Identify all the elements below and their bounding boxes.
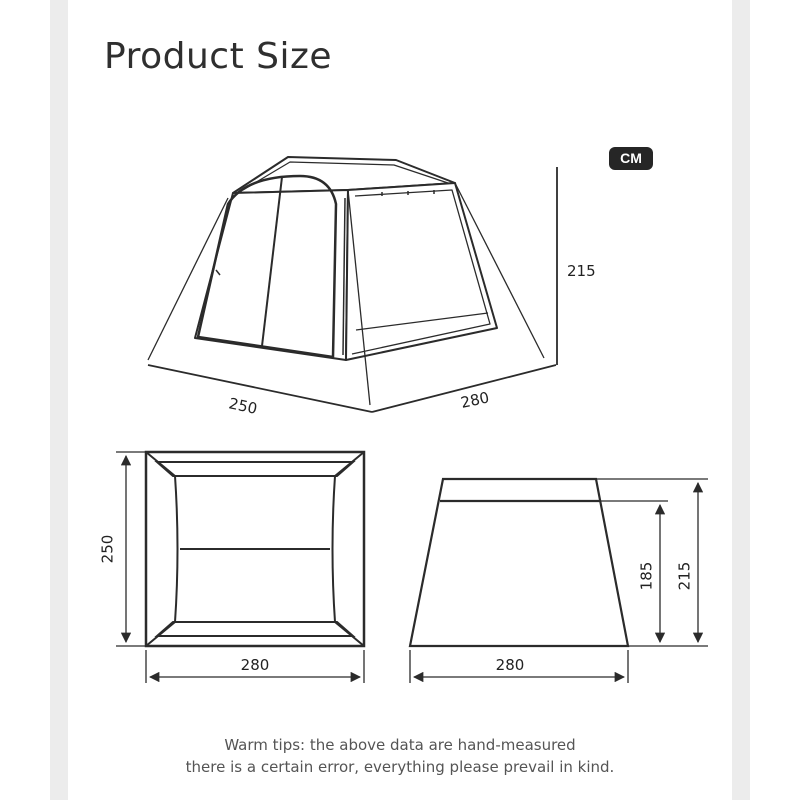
tent-side-view: [410, 479, 628, 646]
unit-badge: CM: [609, 147, 653, 170]
top-view-depth-label: 250: [98, 534, 117, 564]
perspective-width-label: 280: [459, 388, 491, 412]
side-view-height-label: 215: [675, 561, 694, 591]
perspective-height-label: 215: [567, 262, 596, 280]
warm-tips-line-1: Warm tips: the above data are hand-measured: [224, 736, 576, 754]
perspective-depth-label: 250: [227, 394, 259, 418]
tent-perspective-illustration: [148, 157, 557, 412]
side-view-width-label: 280: [495, 656, 525, 674]
page-title: Product Size: [104, 36, 333, 77]
warm-tips-line-2: there is a certain error, everything please prevail in kind.: [185, 758, 615, 776]
tent-top-view: [146, 452, 364, 646]
top-view-width-label: 280: [240, 656, 270, 674]
side-view-inner-height-label: 185: [637, 561, 656, 591]
